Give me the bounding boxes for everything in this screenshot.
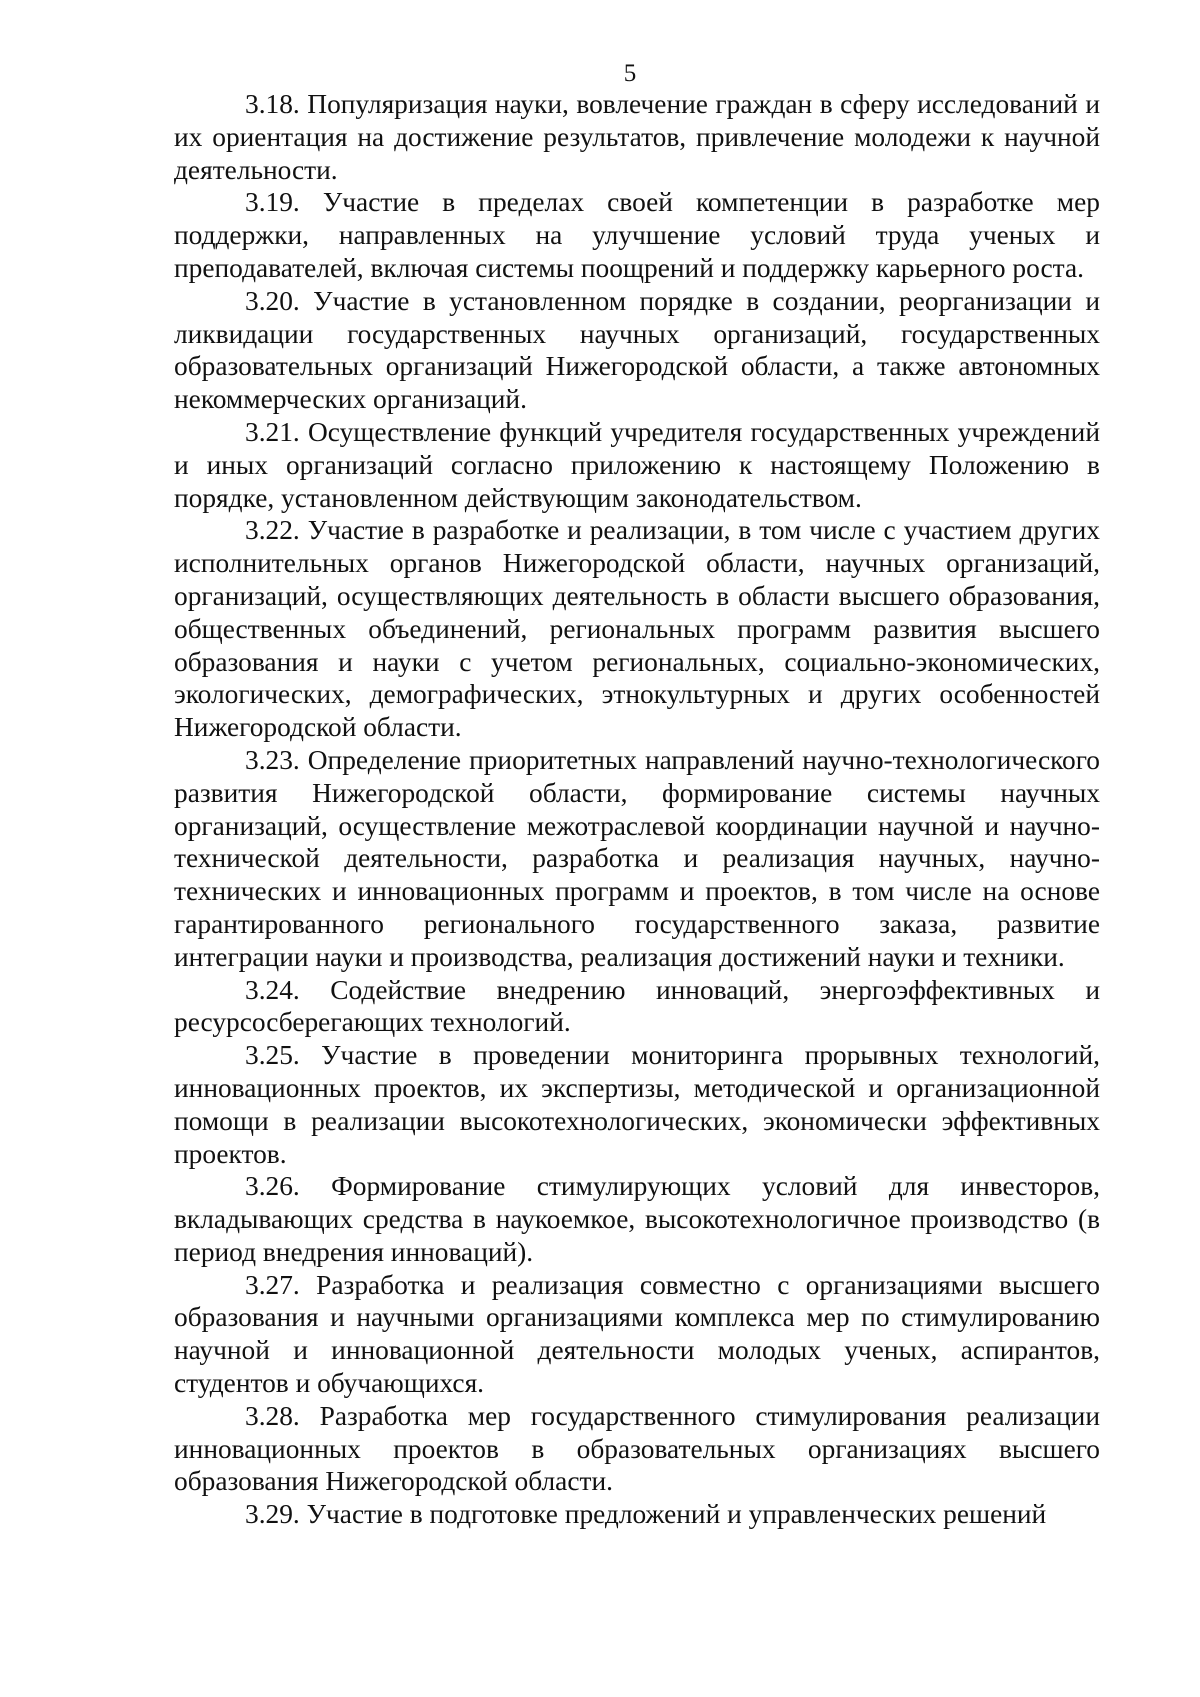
paragraph-3-26: 3.26. Формирование стимулирующих условий для инвесторов, вкладывающих средства в наукоемкое, высокотехнологичное производство (в период внедрения инноваций). xyxy=(174,1171,1100,1267)
paragraph-3-21: 3.21. Осуществление функций учредителя государственных учреждений и иных организаций согласно приложению к настоящему Положению в порядке, установленном действующим законодательством. xyxy=(174,416,1100,513)
paragraph-3-25: 3.25. Участие в проведении мониторинга прорывных технологий, инновационных проектов, их экспертизы, методической и организационной помощи в реализации высокотехнологических, экономически эффективных проектов. xyxy=(174,1040,1100,1169)
page-number: 5 xyxy=(623,60,637,87)
document-body xyxy=(174,88,1100,1531)
paragraph-3-27: 3.27. Разработка и реализация совместно с организациями высшего образования и научными организациями комплекса мер по стимулированию научной и инновационной деятельности молодых ученых, аспирантов, студентов и обучающихся. xyxy=(174,1269,1100,1399)
paragraph-3-28: 3.28. Разработка мер государственного стимулирования реализации инновационных проектов в образовательных организациях высшего образования Нижегородской области. xyxy=(174,1400,1100,1497)
paragraph-3-20: 3.20. Участие в установленном порядке в создании, реорганизации и ликвидации государственных научных организаций, государственных образовательных организаций Нижегородской области, а также автономных некоммерческих организаций. xyxy=(174,285,1100,415)
paragraph-3-23: 3.23. Определение приоритетных направлений научно-технологического развития Нижегородской области, формирование системы научных организаций, осуществление межотраслевой координации научной и научно-технической деятельности, разработка и реализация научных, научно-технических и инновационных программ и проектов, в том числе на основе гарантированного регионального государственного заказа, развитие интеграции науки и производства, реализация достижений науки и техники. xyxy=(174,744,1100,972)
paragraph-3-18: 3.18. Популяризация науки, вовлечение граждан в сферу исследований и их ориентация на достижение результатов, привлечение молодежи к научной деятельности. xyxy=(174,89,1100,185)
paragraph-3-29: 3.29. Участие в подготовке предложений и управленческих решений xyxy=(245,1499,1047,1530)
paragraph-3-22: 3.22. Участие в разработке и реализации, в том числе с участием других исполнительных органов Нижегородской области, научных организаций, организаций, осуществляющих деятельность в области высшего образования, общественных объединений, региональных программ развития высшего образования и науки с учетом региональных, социально-экономических, экологических, демографических, этнокультурных и других особенностей Нижегородской области. xyxy=(174,515,1100,743)
paragraph-3-24: 3.24. Содействие внедрению инноваций, энергоэффективных и ресурсосберегающих технологий. xyxy=(174,974,1100,1038)
paragraph-3-19: 3.19. Участие в пределах своей компетенции в разработке мер поддержки, направленных на улучшение условий труда ученых и преподавателей, включая системы поощрений и поддержку карьерного роста. xyxy=(174,187,1100,283)
